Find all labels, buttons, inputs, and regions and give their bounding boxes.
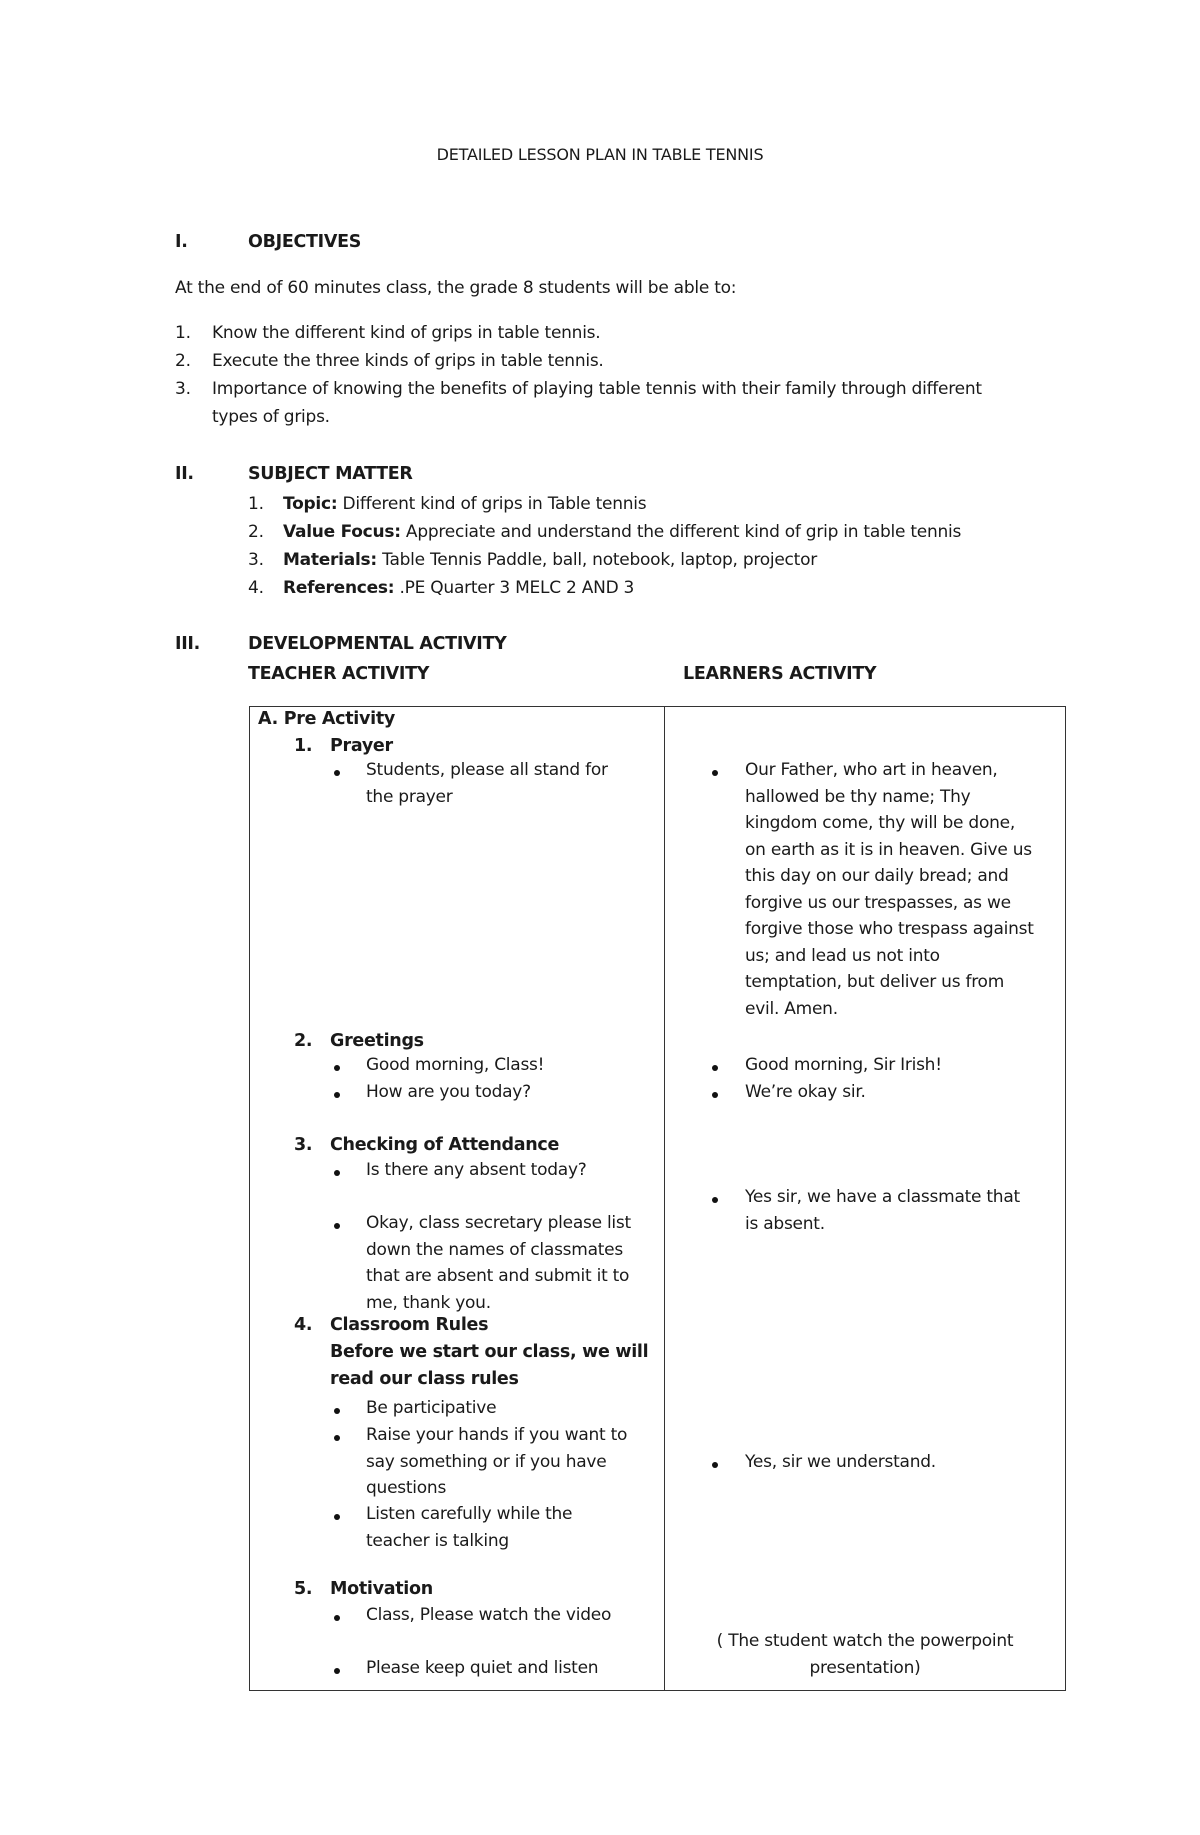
bullet-icon [712, 1092, 718, 1098]
learners-activity-header: LEARNERS ACTIVITY [683, 664, 877, 684]
bullet-icon [334, 1435, 340, 1441]
pre-activity-heading: A. Pre Activity [258, 709, 395, 729]
line: this day on our daily bread; and [745, 866, 1009, 886]
line: Students, please all stand for [366, 760, 608, 780]
line: Okay, class secretary please list [366, 1213, 631, 1233]
objectives-numeral: I. [175, 232, 188, 252]
greeting-response: We’re okay sir. [745, 1082, 866, 1102]
subject-value: Table Tennis Paddle, ball, notebook, laptop, projector [376, 550, 817, 570]
step-number: 2. [294, 1031, 313, 1051]
subject-label: References: [283, 578, 395, 598]
line: Our Father, who art in heaven, [745, 760, 998, 780]
motivation-heading: Motivation [330, 1579, 433, 1599]
line: Yes sir, we have a classmate that [745, 1187, 1020, 1207]
prayer-response [745, 757, 1034, 1022]
subject-num: 3. [248, 550, 264, 570]
greetings-heading: Greetings [330, 1031, 424, 1051]
bullet-icon [334, 1615, 340, 1621]
bullet-icon [334, 1170, 340, 1176]
objective-text: Know the different kind of grips in table tennis. [212, 323, 601, 343]
objective-text: Importance of knowing the benefits of playing table tennis with their family through different [212, 379, 982, 399]
greeting-response: Good morning, Sir Irish! [745, 1055, 942, 1075]
subject-num: 4. [248, 578, 264, 598]
objective-text: Execute the three kinds of grips in table tennis. [212, 351, 604, 371]
bullet-icon [712, 770, 718, 776]
objective-num: 2. [175, 351, 191, 371]
line: hallowed be thy name; Thy [745, 786, 971, 807]
line: ( The student watch the powerpoint [716, 1631, 1014, 1651]
line: Raise your hands if you want to [366, 1425, 628, 1445]
line: teacher is talking [366, 1530, 509, 1551]
bullet-icon [334, 1092, 340, 1098]
motivation-response [665, 1628, 1065, 1681]
subject-value: Appreciate and understand the different kind of grip in table tennis [400, 522, 962, 542]
motivation-line: Class, Please watch the video [366, 1605, 612, 1625]
subject-item [283, 522, 961, 542]
subject-value: Different kind of grips in Table tennis [337, 494, 647, 514]
motivation-line: Please keep quiet and listen [366, 1658, 599, 1678]
objective-num: 1. [175, 323, 191, 343]
developmental-numeral: III. [175, 634, 200, 654]
rule-item [366, 1422, 627, 1502]
bullet-icon [334, 1223, 340, 1229]
line: temptation, but deliver us from [745, 972, 1005, 992]
objectives-intro: At the end of 60 minutes class, the grade 8 students will be able to: [175, 278, 737, 298]
document-title: DETAILED LESSON PLAN IN TABLE TENNIS [436, 145, 764, 164]
subject-item [283, 578, 634, 598]
greeting-line: Good morning, Class! [366, 1055, 545, 1075]
step-number: 1. [294, 736, 313, 756]
subject-label: Value Focus: [283, 522, 401, 542]
rule-item [366, 1501, 572, 1554]
subject-numeral: II. [175, 464, 194, 484]
subject-item [283, 494, 646, 514]
line: me, thank you. [366, 1292, 491, 1313]
line: evil. Amen. [745, 998, 838, 1019]
line: forgive us our trespasses, as we [745, 892, 1011, 913]
line: say something or if you have [366, 1451, 607, 1472]
subject-num: 1. [248, 494, 264, 514]
rule-item: Be participative [366, 1398, 497, 1418]
attendance-question: Is there any absent today? [366, 1160, 587, 1180]
line: us; and lead us not into [745, 945, 940, 966]
rules-response: Yes, sir we understand. [745, 1452, 936, 1472]
developmental-heading: DEVELOPMENTAL ACTIVITY [248, 634, 507, 654]
attendance-heading: Checking of Attendance [330, 1135, 560, 1155]
line: forgive those who trespass against [745, 919, 1034, 939]
rules-heading: Classroom Rules [330, 1315, 489, 1335]
rules-subheading: read our class rules [330, 1369, 519, 1389]
step-number: 4. [294, 1315, 313, 1335]
objective-text-continued: types of grips. [212, 407, 330, 427]
line: the prayer [366, 786, 453, 807]
line: kingdom come, thy will be done, [745, 813, 1015, 833]
activity-table [249, 706, 1066, 1691]
line: presentation) [809, 1657, 921, 1678]
objectives-heading: OBJECTIVES [248, 232, 362, 252]
subject-label: Materials: [283, 550, 377, 570]
line: is absent. [745, 1213, 825, 1234]
teacher-column [250, 707, 665, 1691]
rules-subheading: Before we start our class, we will [330, 1342, 649, 1362]
attendance-instruction [366, 1210, 631, 1316]
greeting-line: How are you today? [366, 1082, 531, 1102]
bullet-icon [712, 1197, 718, 1203]
bullet-icon [334, 1065, 340, 1071]
bullet-icon [712, 1065, 718, 1071]
step-number: 5. [294, 1579, 313, 1599]
subject-item [283, 550, 817, 570]
line: Listen carefully while the [366, 1504, 573, 1524]
line: questions [366, 1478, 447, 1498]
subject-heading: SUBJECT MATTER [248, 464, 413, 484]
subject-num: 2. [248, 522, 264, 542]
bullet-icon [334, 1408, 340, 1414]
step-number: 3. [294, 1135, 313, 1155]
line: down the names of classmates [366, 1239, 623, 1260]
objective-num: 3. [175, 379, 191, 399]
line: that are absent and submit it to [366, 1266, 630, 1286]
teacher-activity-header: TEACHER ACTIVITY [248, 664, 430, 684]
prayer-instruction [366, 757, 608, 810]
line: on earth as it is in heaven. Give us [745, 839, 1032, 860]
bullet-icon [712, 1462, 718, 1468]
subject-label: Topic: [283, 494, 338, 514]
learner-column [665, 707, 1066, 1691]
attendance-response [745, 1184, 1020, 1237]
bullet-icon [334, 1668, 340, 1674]
bullet-icon [334, 1514, 340, 1520]
bullet-icon [334, 770, 340, 776]
prayer-heading: Prayer [330, 736, 393, 756]
subject-value: .PE Quarter 3 MELC 2 AND 3 [394, 578, 635, 598]
